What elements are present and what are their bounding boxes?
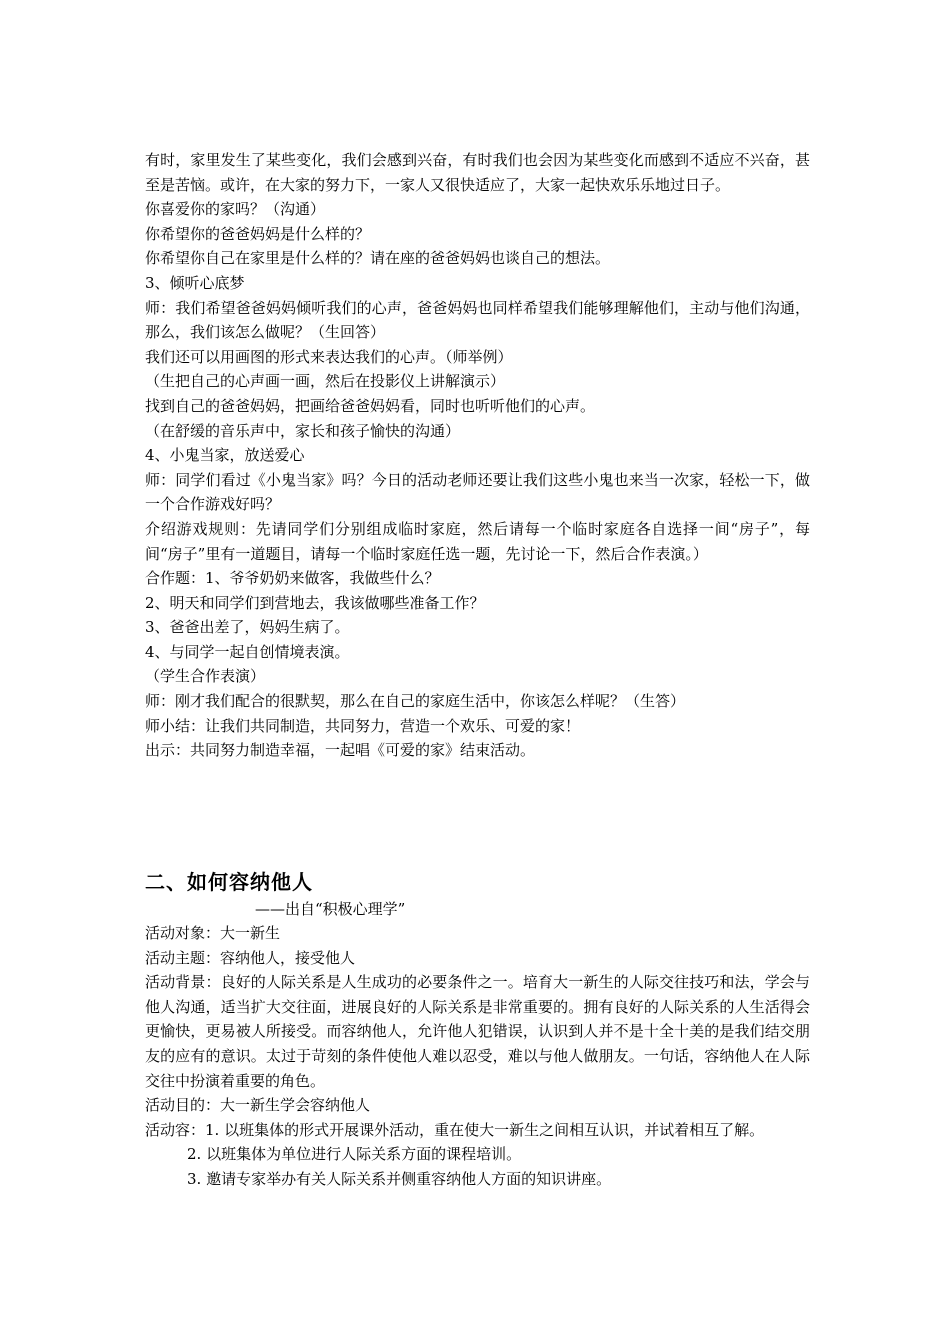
music-communication-note: （在舒缓的音乐声中，家长和孩子愉快的沟通） <box>145 421 461 440</box>
activity-content-3: 3. 邀请专家举办有关人际关系并侧重容纳他人方面的知识讲座。 <box>187 1169 612 1188</box>
closing-activity: 出示：共同努力制造幸福，一起唱《可爱的家》结束活动。 <box>145 741 536 760</box>
intro-paragraph: 有时，家里发生了某些变化，我们会感到兴奋，有时我们也会因为某些变化而感到不适应不兴奋，甚至是苦恼。或许，在大家的努力下，一家人又很快适应了，大家一起快欢乐乐地过日子。 <box>145 151 810 194</box>
activity-purpose: 活动目的：大一新生学会容纳他人 <box>145 1096 371 1115</box>
section-source: ——出自“积极心理学” <box>255 900 406 918</box>
question-love-home: 你喜爱你的家吗？（沟通） <box>145 200 326 219</box>
activity-content-1: 活动容：1. 以班集体的形式开展课外活动，重在使大一新生之间相互认识，并试着相互了解。 <box>145 1120 765 1139</box>
student-drawing-note: （生把自己的心声画一画，然后在投影仪上讲解演示） <box>145 372 506 391</box>
activity-theme: 活动主题：容纳他人，接受他人 <box>145 948 356 967</box>
cooperation-task-2: 2、明天和同学们到营地去，我该做哪些准备工作？ <box>145 593 485 612</box>
game-rules: 介绍游戏规则：先请同学们分别组成临时家庭，然后请每一个临时家庭各自选择一间“房子”，每间“房子”里有一道题目，请每一个临时家庭任选一题，先讨论一下，然后合作表演。） <box>145 519 810 563</box>
activity-object: 活动对象：大一新生 <box>145 924 281 942</box>
teacher-prompt-game: 师：同学们看过《小鬼当家》吗？今日的活动老师还要让我们这些小鬼也来当一次家，轻松一下，做一个合作游戏好吗？ <box>145 470 810 514</box>
student-performance-note: （学生合作表演） <box>145 667 266 686</box>
section-accept-others <box>145 867 810 1192</box>
question-parents: 你希望你的爸爸妈妈是什么样的？ <box>145 224 371 243</box>
cooperation-task-3: 3、爸爸出差了，妈妈生病了。 <box>145 618 350 637</box>
step-4-title: 4、小鬼当家，放送爱心 <box>145 446 305 465</box>
show-parents-note: 找到自己的爸爸妈妈，把画给爸爸妈妈看，同时也听听他们的心声。 <box>145 396 596 415</box>
drawing-instruction: 我们还可以用画图的形式来表达我们的心声。（师举例） <box>145 347 513 366</box>
teacher-summary: 师小结：让我们共同制造，共同努力，营造一个欢乐、可爱的家！ <box>145 716 581 735</box>
cooperation-task-1: 合作题：1、爷爷奶奶来做客，我做些什么？ <box>145 569 440 588</box>
activity-content-2: 2. 以班集体为单位进行人际关系方面的课程培训。 <box>187 1145 522 1164</box>
step-3-title: 3、倾听心底梦 <box>145 273 245 292</box>
teacher-question-family: 师：刚才我们配合的很默契，那么在自己的家庭生活中，你该怎么样呢？（生答） <box>145 692 686 711</box>
cooperation-task-4: 4、与同学一起自创情境表演。 <box>145 642 350 661</box>
lesson-activity-block <box>145 148 810 763</box>
question-self: 你希望你自己在家里是什么样的？请在座的爸爸妈妈也谈自己的想法。 <box>145 249 611 268</box>
activity-background: 活动背景：良好的人际关系是人生成功的必要条件之一。培育大一新生的人际交往技巧和法，学会与他人沟通，适当扩大交往面，进展良好的人际关系是非常重要的。拥有良好的人际关系的人生活得会更愉快，更易被人所接受。而容纳他人，允许他人犯错误，认识到人并不是十全十美的是我们结交朋友的应有的意识。太过于苛刻的条件使他人难以忍受，难以与他人做朋友。一句话，容纳他人在人际交往中扮演着重要的角色。 <box>145 973 810 1090</box>
section-heading: 二、如何容纳他人 <box>145 870 313 894</box>
teacher-prompt-listen: 师：我们希望爸爸妈妈倾听我们的心声，爸爸妈妈也同样希望我们能够理解他们，主动与他们沟通，那么，我们该怎么做呢？（生回答） <box>145 298 810 342</box>
